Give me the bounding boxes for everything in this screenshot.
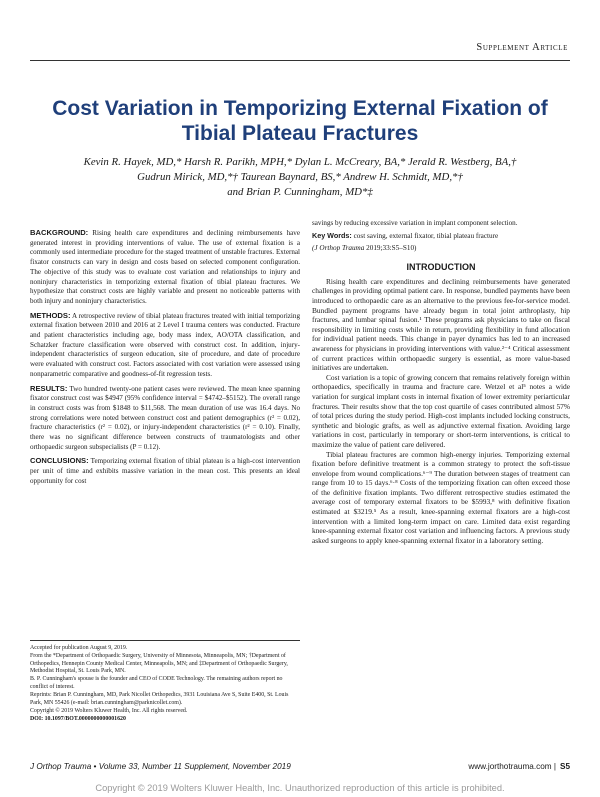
- footnote-accepted: Accepted for publication August 9, 2019.: [30, 645, 128, 651]
- copyright-notice: Copyright © 2019 Wolters Kluwer Health, Inc. Unauthorized reproduction of this article is prohibited.: [95, 783, 505, 793]
- author-line: Gudrun Mirick, MD,*† Taurean Baynard, BS,* Andrew H. Schmidt, MD,*†: [137, 171, 463, 183]
- author-line: Kevin R. Hayek, MD,* Harsh R. Parikh, MPH,* Dylan L. McCreary, BA,* Jerald R. Westberg, BA,†: [83, 156, 517, 168]
- footnotes: [30, 645, 300, 724]
- keywords: Key Words: cost saving, external fixator, tibial plateau fracture: [312, 230, 499, 240]
- author-line: and Brian P. Cunningham, MD*‡: [227, 186, 373, 198]
- footer-right: [468, 762, 570, 771]
- right-column: [312, 219, 570, 545]
- paragraph: Tibial plateau fractures are common high-energy injuries. Temporizing external fixation before definitive treatment is a common strategy to protect the soft-tissue envelope from wound complications.⁶⁻⁹ The duration between stages of treatment can range from 10 to 15 days.⁶·⁸ Costs of the temporizing fixation can often exceed those of the definitive fixation implants. Two different retrospective studies estimated the average cost of temporary external fixators to be $5993,⁸ with definitive fixation estimated at $3219.⁵ As a result, knee-spanning external fixators are a high-cost intervention with a limited long-term impact on care. Limited data exist regarding knee-spanning external fixator cost variation and influencing factors. A previous study asked surgeons to apply knee-spanning external fixator in a laboratory setting.: [312, 449, 570, 545]
- section-label: Supplement Article: [476, 42, 568, 53]
- footnote-reprints: Reprints: Brian P. Cunningham, MD, Park Nicollet Orthopedics, 3931 Louisiana Ave S, Suite E400, St. Louis Park, MN 55426 (e-mail: brian.cunningham@parknicollet.com).: [30, 692, 289, 706]
- abstract-background: BACKGROUND: Rising health care expenditures and declining reimbursements have generated interest in providing interventions of value. The use of external fixation is a commonly used intermediate procedure for the staged treatment of unstable fractures. External fixator constructs can vary in design and costs based on selected component configuration. The objective of this study was to evaluate cost variation and relationships to injury and noninjury characteristics in temporizing external fixation of tibial plateau fractures. We hypothesize that construct costs are highly variable and present no noticeable patterns with both injury and noninjury characteristics.: [30, 228, 300, 305]
- footnote-copyright: Copyright © 2019 Wolters Kluwer Health, Inc. All rights reserved.: [30, 707, 188, 714]
- footer-url[interactable]: www.jorthotrauma.com |: [468, 762, 556, 771]
- abstract-methods: METHODS: A retrospective review of tibial plateau fractures treated with initial temporizing external fixation between 2010 and 2016 at 2 Level I trauma centers was conducted. Fracture and patient characteristics including age, body mass index, AO/OTA classification, and Schatzker fracture classification were observed with construct cost. In addition, injury-independent characteristics of surgeon education, site of procedure, and date of procedure were evaluated with construct cost. Factors associated with cost variation were assessed using nonparametric comparative and goodness-of-fit regression tests.: [30, 310, 300, 378]
- header-divider: [30, 60, 570, 61]
- abstract-results: RESULTS: Two hundred twenty-one patient cases were reviewed. The mean knee spanning fixator construct cost was $4947 (95% confidence interval = $4742–$5152). The overall range in construct costs was from $1848 to $11,568. The mean duration of use was 16.4 days. No strong correlations were noted between construct cost and patient demographics (r² = 0.02), fracture characteristics (r² = 0.02), or injury-independent characteristics (r² = 0.10). Finally, there was no significant difference between constructs of traumatologists and other orthopaedic surgeon subspecialists (P = 0.12).: [30, 383, 300, 451]
- citation: (J Orthop Trauma 2019;33:S5–S10): [312, 244, 417, 253]
- footnote-disclosure: B. P. Cunningham's spouse is the founder and CEO of CODE Technology. The remaining authors report no conflict of interest.: [30, 676, 283, 690]
- footer-journal: J Orthop Trauma • Volume 33, Number 11 Supplement, November 2019: [30, 762, 291, 771]
- author-list: [40, 155, 560, 200]
- article-title: Cost Variation in Temporizing External Fixation of Tibial Plateau Fractures: [52, 97, 548, 145]
- footnote-divider: [30, 640, 300, 641]
- footnote-doi: DOI: 10.1097/BOT.0000000000001620: [30, 715, 126, 722]
- introduction-body: [312, 277, 570, 546]
- page-number: S5: [559, 762, 570, 771]
- abstract-column: [30, 228, 300, 491]
- section-heading: INTRODUCTION: [406, 262, 476, 273]
- paragraph: Rising health care expenditures and declining reimbursements have generated challenges in providing optimal patient care. In response, bundled payments have been introduced to orthopaedic care as an alternative to the previous fee-for-service model. Bundled payment programs have already begun in total joint arthroplasty, hip fractures, and lumbar spinal fusion.¹ These programs ask physicians to take on fiscal responsibility in limiting costs while in return, providing flexibility in fund allocation for individual patient needs. This change in payer dynamics has led to an increased awareness for physicians in providing interventions with value.²⁻⁴ Critical assessment of current practices within orthopaedic surgery is essential, as more value-based initiatives are undertaken.: [312, 276, 570, 373]
- abstract-conclusions: CONCLUSIONS: Temporizing external fixation of tibial plateau is a high-cost intervention per unit of time and exhibits massive variation in the mean cost. This presents an ideal opportunity for cost: [30, 456, 300, 485]
- footnote-affiliations: From the *Department of Orthopaedic Surgery, University of Minnesota, Minneapolis, MN; †Department of Orthopedics, Hennepin County Medical Center, Minneapolis, MN; and ‡Department of Orthopaedic Surgery, Methodist Hospital, St. Louis Park, MN.: [30, 653, 288, 675]
- paragraph: Cost variation is a topic of growing concern that remains relatively foreign within orthopaedics, specifically in trauma and fracture care. Wetzel et al⁵ notes a wide variation for surgical implant costs in internal fixation of lower extremity periarticular fractures. Their results show that the top cost quartile of cases contributed almost 57% of total prices during the study period. High-cost implants included locking constructs, synthetic and biologic grafts, as well as adjunctive external fixation. Avoiding large variations in cost, particularly in temporary or short-term interventions, is critical to maximize the value of patient care delivered.: [312, 372, 570, 449]
- abstract-continued: savings by reducing excessive variation in implant component selection.: [312, 219, 518, 227]
